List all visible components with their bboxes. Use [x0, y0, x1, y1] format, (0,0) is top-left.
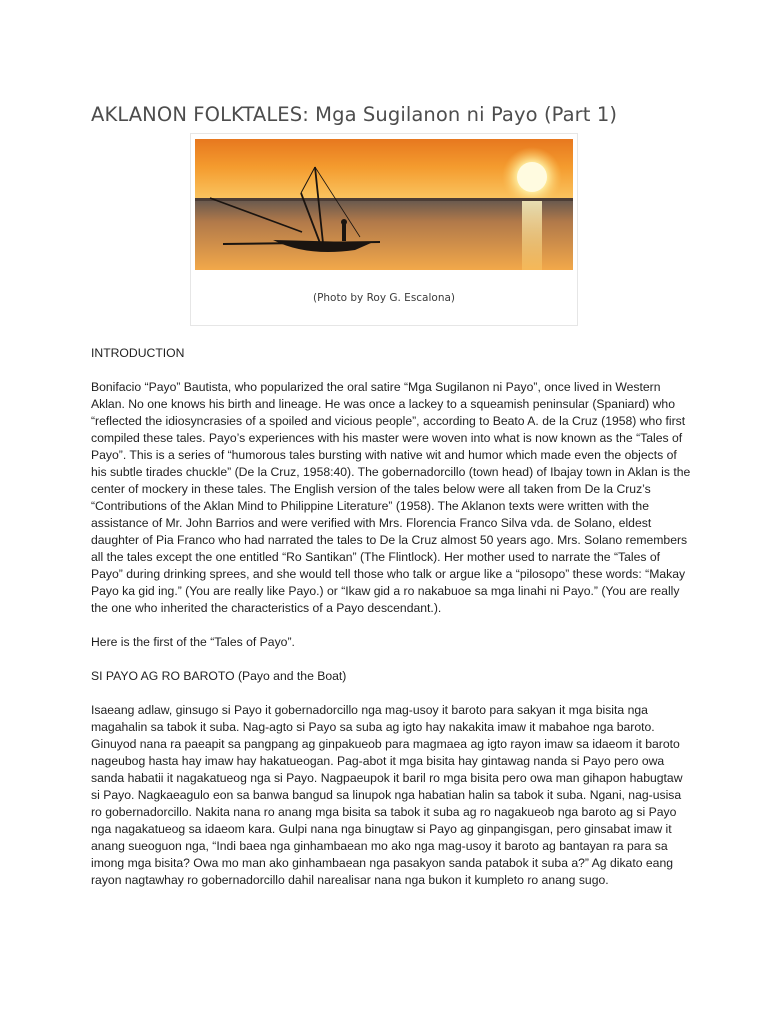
lead-in-paragraph: Here is the first of the “Tales of Payo”.	[91, 635, 295, 649]
document-title: AKLANON FOLKTALES: Mga Sugilanon ni Payo (Part 1)	[91, 103, 618, 126]
article-body	[91, 345, 691, 906]
story-paragraph: Isaeang adlaw, ginsugo si Payo it gobernadorcillo nga mag-usoy it baroto para sakyan it mga bisita nga magahalin sa tabok it suba. Nag-agto si Payo sa suba ag igto hay nakakita imaw it mabahoe nga baroto. Ginuyod nana ra paeapit sa pangpang ag ginpakueob para magmaea ag igto rayon imaw sa idaeom it baroto nageubog hasta hay imaw hay hakatueogan. Pag-abot it mga bisita hay gintawag nanda si Payo pero owa sanda habatii it nagakatueog nga si Payo. Nagpaeupok it baril ro mga bisita pero owa man gihapon habugtaw si Payo. Nagkaeagulo eon sa banwa bangud sa linupok nga habatian halin sa tabok it suba. Ngani, nag-usisa ro gobernadorcillo. Nakita nana ro anang mga bisita sa tabok it suba ag ro nagakueob nga baroto ag si Payo nga nagakatueog sa idaeom kara. Gulpi nana nga binugtaw si Payo ag ginpangisgan, pero ginsabat imaw it anang sueoguon nga, “Indi baea nga ginhambaean mo ako nga mag-usoy it baroto ag bantayan ra para sa imong mga bisita? Owa mo man ako ginhambaean nga pasakyon sanda patabok it suba a?” Ag dikato eang rayon nagtawhay ro gobernadorcillo dahil narealisar nana nga bukon it kumpleto ro anang sugo.	[91, 703, 683, 887]
photo-figure	[190, 133, 578, 326]
sunset-boat-photo	[195, 139, 573, 270]
story-heading: SI PAYO AG RO BAROTO (Payo and the Boat)	[91, 669, 347, 683]
photo-caption: (Photo by Roy G. Escalona)	[312, 292, 456, 304]
section-heading-introduction: INTRODUCTION	[91, 346, 185, 360]
intro-paragraph: Bonifacio “Payo” Bautista, who popularized the oral satire “Mga Sugilanon ni Payo”, once lived in Western Aklan. No one knows his birth and lineage. He was once a lackey to a squeamish peninsular (Spaniard) who “reflected the idiosyncrasies of a spoiled and vicious people”, according to Beato A. de la Cruz (1958) who first compiled these tales. Payo’s experiences with his master were woven into what is now known as the “Tales of Payo”. This is a series of “humorous tales bursting with native wit and humor which made even the objects of his subtle tirades chuckle” (De la Cruz, 1958:40). The gobernadorcillo (town head) of Ibajay town in Aklan is the center of mockery in these tales. The English version of the tales below were all taken from De la Cruz’s “Contributions of the Aklan Mind to Philippine Literature” (1958). The Aklanon texts were written with the assistance of Mr. John Barrios and were verified with Mrs. Florencia Franco Silva vda. de Solano, eldest daughter of Pia Franco who had narrated the tales to De la Cruz almost 50 years ago. Mrs. Solano remembers all the tales except the one entitled “Ro Santikan” (The Flintlock). Her mother used to narrate the “Tales of Payo” during drinking sprees, and she would tell those who talk or argue like a “pilosopo” these words: “Makay Payo ka gid ing.” (You are really like Payo.) or “Ikaw gid a ro nakabuoe sa mga linahi ni Payo.” (You are really the one who inherited the characteristics of a Payo descendant.).	[91, 380, 691, 615]
